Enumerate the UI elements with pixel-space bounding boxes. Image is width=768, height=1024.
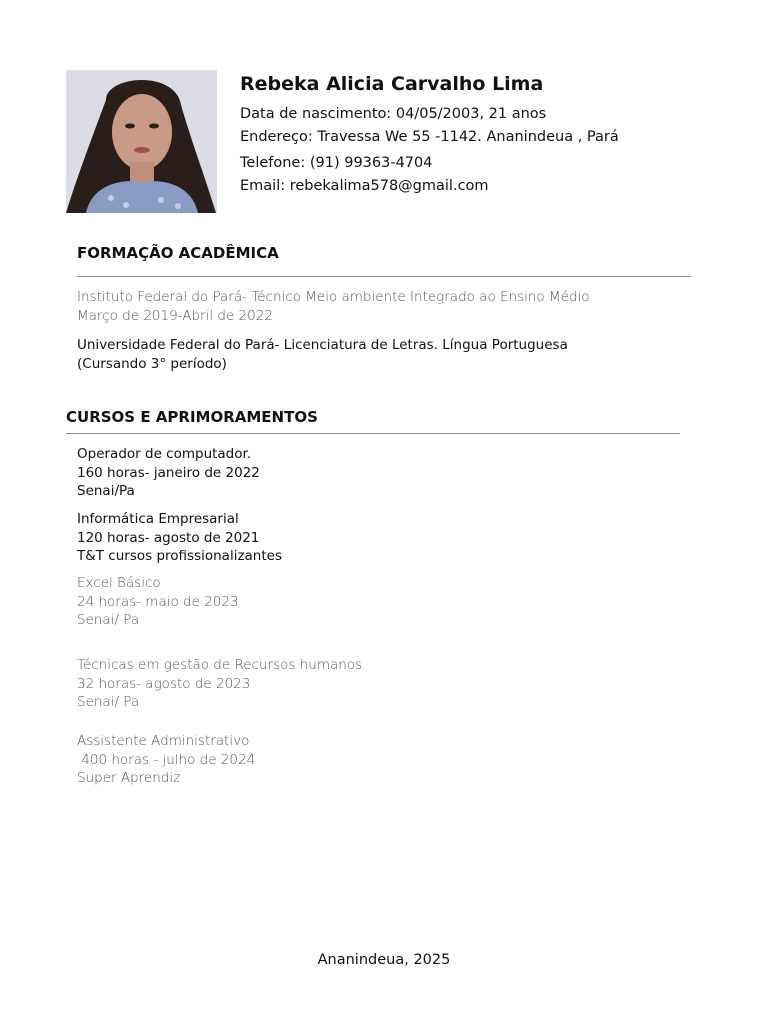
courses-title: CURSOS E APRIMORAMENTOS xyxy=(66,408,318,426)
education-item xyxy=(77,288,590,325)
course-institution: Senai/Pa xyxy=(77,483,135,499)
course-item xyxy=(77,510,282,566)
course-name: Excel Básico xyxy=(77,575,161,591)
email: Email: rebekalima578@gmail.com xyxy=(240,178,489,194)
course-name: Informática Empresarial xyxy=(77,511,239,527)
course-item xyxy=(77,656,362,712)
courses-divider xyxy=(66,433,680,434)
course-name: Assistente Administrativo xyxy=(77,733,250,749)
course-institution: Senai/ Pa xyxy=(77,694,140,710)
birth-date: Data de nascimento: 04/05/2003, 21 anos xyxy=(240,106,547,122)
course-duration: 400 horas - julho de 2024 xyxy=(77,751,256,768)
course-name: Operador de computador. xyxy=(77,446,252,462)
address: Endereço: Travessa We 55 -1142. Ananindeua , Pará xyxy=(240,129,619,145)
profile-photo xyxy=(66,70,217,213)
education-title: FORMAÇÃO ACADÊMICA xyxy=(77,244,279,262)
candidate-name: Rebeka Alicia Carvalho Lima xyxy=(240,73,544,95)
education-item-line2: (Cursando 3° período) xyxy=(77,355,227,372)
course-duration: 160 horas- janeiro de 2022 xyxy=(77,464,260,481)
education-item-line2: Março de 2019-Abril de 2022 xyxy=(77,307,273,324)
course-item xyxy=(77,574,239,630)
course-item xyxy=(77,445,260,501)
course-duration: 32 horas- agosto de 2023 xyxy=(77,675,251,692)
education-divider xyxy=(77,276,691,277)
education-item xyxy=(77,336,568,373)
course-item xyxy=(77,732,255,788)
education-item-line1: Universidade Federal do Pará- Licenciatura de Letras. Língua Portuguesa xyxy=(77,337,568,353)
phone: Telefone: (91) 99363-4704 xyxy=(240,155,433,171)
course-duration: 120 horas- agosto de 2021 xyxy=(77,529,260,546)
course-institution: Senai/ Pa xyxy=(77,612,140,628)
course-institution: T&T cursos profissionalizantes xyxy=(77,548,282,564)
course-institution: Super Aprendiz xyxy=(77,770,181,786)
footer-place-date: Ananindeua, 2025 xyxy=(317,952,451,968)
course-duration: 24 horas- maio de 2023 xyxy=(77,593,239,610)
education-item-line1: Instituto Federal do Pará- Técnico Meio ambiente Integrado ao Ensino Médio xyxy=(77,289,590,305)
course-name: Técnicas em gestão de Recursos humanos xyxy=(77,657,363,673)
